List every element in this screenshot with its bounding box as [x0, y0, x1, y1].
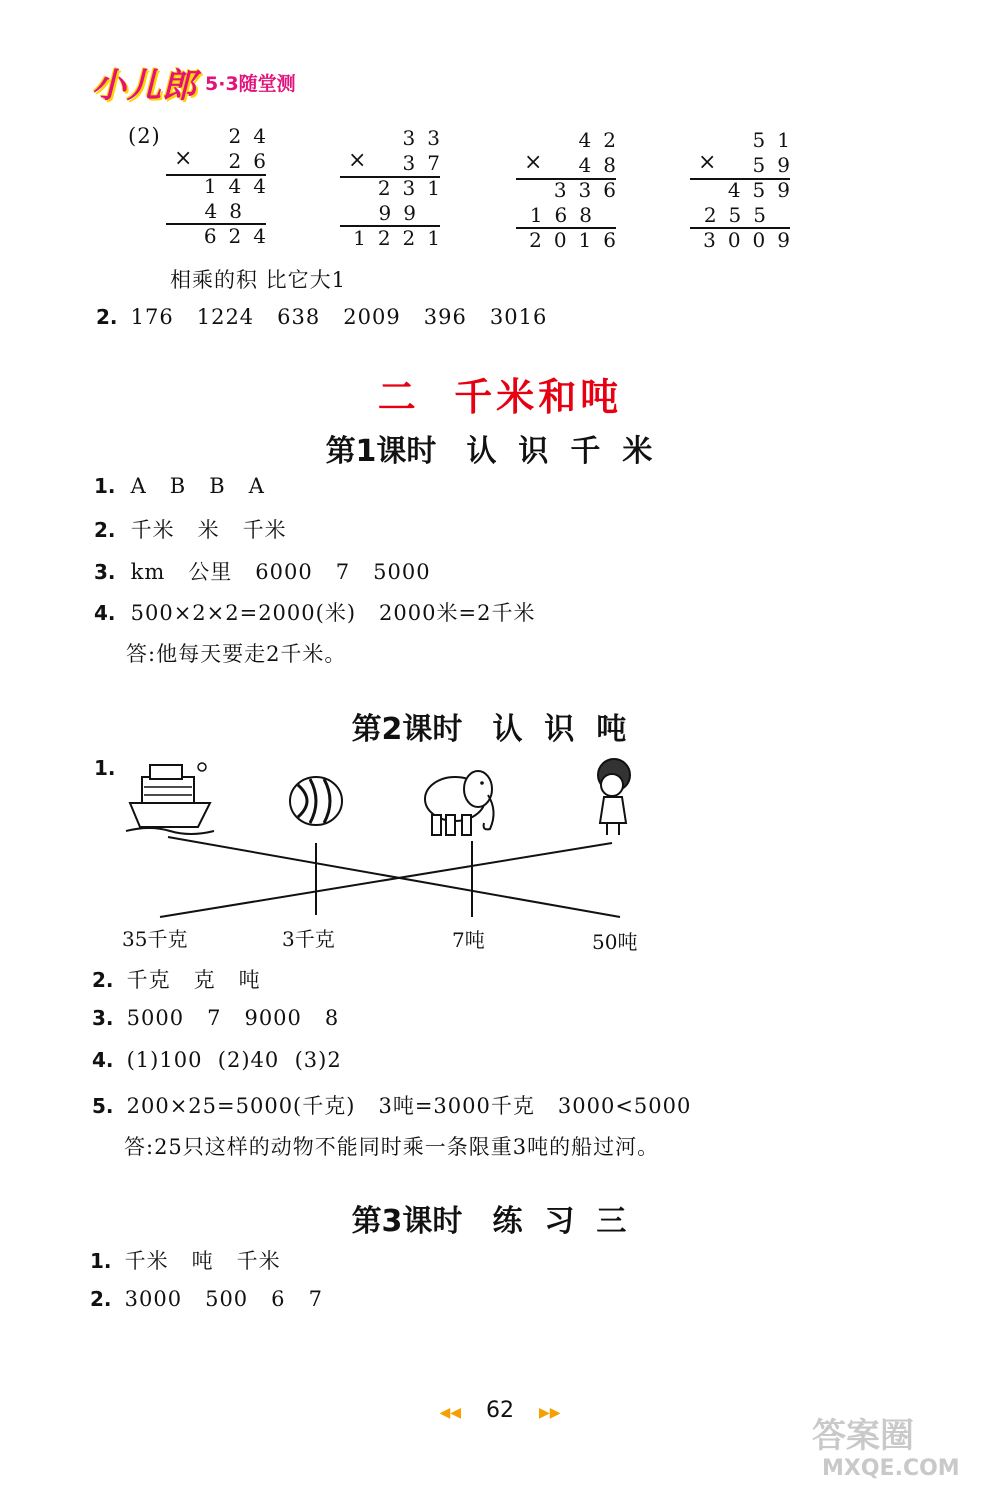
mult-row-result: 624 [203, 224, 278, 248]
header-logo [92, 58, 296, 107]
item-number: 1. [94, 474, 116, 498]
lesson1-answer: 答:他每天要走2千米。 [126, 642, 347, 666]
mult-rule [166, 174, 266, 176]
mult-row-p1: 231 [377, 176, 452, 200]
mult-row-p1: 144 [203, 174, 278, 198]
item-number: 5. [92, 1094, 114, 1118]
mult-row-p1: 459 [727, 178, 802, 202]
watermark-logo: 答案圈 [812, 1416, 914, 1456]
weight-label: 50吨 [592, 930, 638, 954]
item-text: 500×2×2=2000(米) 2000米=2千米 [130, 601, 536, 625]
lesson-title: 认识吨 [492, 712, 649, 747]
mult-row-b: 59 [752, 153, 802, 177]
lesson-title: 认识千米 [466, 434, 675, 469]
lesson2-item [92, 1006, 339, 1030]
weight-label: 35千克 [122, 927, 188, 951]
next-arrows-icon: ▶▶ [539, 1405, 561, 1421]
item-number: 3. [92, 1006, 114, 1030]
mult-note: 相乘的积 比它大1 [170, 268, 347, 292]
watermelon-icon [290, 777, 342, 825]
mult-rule [340, 225, 440, 227]
lesson2-item [92, 1090, 691, 1120]
multiplication-block [340, 126, 452, 251]
match-line [160, 843, 612, 917]
mult-row-b: 37 [402, 151, 452, 175]
times-sign: × [174, 146, 193, 171]
mult-row-p2: 255 [703, 203, 778, 227]
lesson1-heading [0, 426, 1000, 470]
weight-label: 7吨 [452, 928, 485, 952]
lesson3-item [90, 1245, 281, 1275]
item-text: 5000 7 9000 8 [126, 1006, 340, 1030]
lesson1-item [94, 597, 535, 627]
item-number: 2. [94, 518, 116, 542]
mult-row-result: 1221 [353, 226, 452, 250]
mult-rule [516, 227, 616, 229]
lesson-title: 练习三 [492, 1204, 649, 1239]
mult-row-a: 24 [228, 124, 278, 148]
lesson2-q1-number: 1. [94, 756, 116, 780]
lesson2-item [92, 1048, 342, 1072]
mult-rule [690, 227, 790, 229]
mult-row-b: 26 [228, 149, 278, 173]
times-sign: × [524, 150, 543, 175]
mult-row-result: 2016 [529, 228, 628, 252]
lesson3-item [90, 1287, 323, 1311]
item-number: 4. [94, 601, 116, 625]
item-text: 千克 克 吨 [126, 968, 261, 992]
item-number: 1. [90, 1249, 112, 1273]
item-number: 2. [90, 1287, 112, 1311]
lesson1-item [94, 474, 265, 498]
lesson2-item [92, 964, 261, 994]
mult-row-b: 48 [578, 153, 628, 177]
mult-row-a: 51 [752, 128, 802, 152]
times-sign: × [698, 150, 717, 175]
item-text: km 公里 6000 7 5000 [130, 560, 431, 584]
mult-row-p1: 336 [553, 178, 628, 202]
lesson-label: 第2课时 [351, 712, 463, 747]
page-number: 62 [486, 1398, 514, 1423]
multiplication-block [516, 128, 628, 253]
mult-row-p2: 168 [529, 203, 604, 227]
mult-row-a: 42 [578, 128, 628, 152]
lesson2-answer: 答:25只这样的动物不能同时乘一条限重3吨的船过河。 [124, 1135, 660, 1159]
ship-icon [126, 763, 214, 834]
mult-row-p2: 48 [204, 199, 254, 223]
lesson3-heading [0, 1196, 1000, 1240]
lesson1-item [94, 556, 431, 586]
lesson2-heading [0, 704, 1000, 748]
girl-icon [598, 759, 630, 835]
mult-row-p2: 99 [378, 201, 428, 225]
item-number: 2. [92, 968, 114, 992]
chapter-title: 二 千米和吨 [377, 375, 623, 419]
item-text: 3000 500 6 7 [124, 1287, 323, 1311]
item-number: 2. [96, 305, 118, 329]
mult-rule [166, 223, 266, 225]
logo-text: 小儿郎 [92, 66, 197, 106]
item-text: 千米 吨 千米 [124, 1249, 281, 1273]
item-number: 4. [92, 1048, 114, 1072]
item-text: 200×25=5000(千克) 3吨=3000千克 3000<5000 [126, 1094, 692, 1118]
mult-label: (2) [128, 124, 161, 148]
section0-item-2 [96, 305, 547, 329]
item-text: 176 1224 638 2009 396 3016 [130, 305, 548, 329]
lesson-label: 第3课时 [351, 1204, 463, 1239]
mult-rule [340, 176, 440, 178]
elephant-icon [425, 771, 494, 835]
item-text: (1)100 (2)40 (3)2 [126, 1048, 342, 1072]
matching-diagram [110, 755, 670, 955]
item-number: 3. [94, 560, 116, 584]
mult-row-result: 3009 [703, 228, 802, 252]
mult-rule [690, 178, 790, 180]
lesson-label: 第1课时 [325, 434, 437, 469]
logo-subtitle: 5·3随堂测 [205, 73, 296, 95]
multiplication-block [166, 124, 278, 249]
prev-arrows-icon: ◀◀ [439, 1405, 461, 1421]
watermark-url: MXQE.COM [822, 1456, 960, 1481]
multiplication-block [690, 128, 802, 253]
times-sign: × [348, 148, 367, 173]
item-text: A B B A [130, 474, 265, 498]
mult-row-a: 33 [402, 126, 452, 150]
mult-rule [516, 178, 616, 180]
item-text: 千米 米 千米 [130, 518, 287, 542]
weight-label: 3千克 [282, 927, 335, 951]
lesson1-item [94, 514, 287, 544]
